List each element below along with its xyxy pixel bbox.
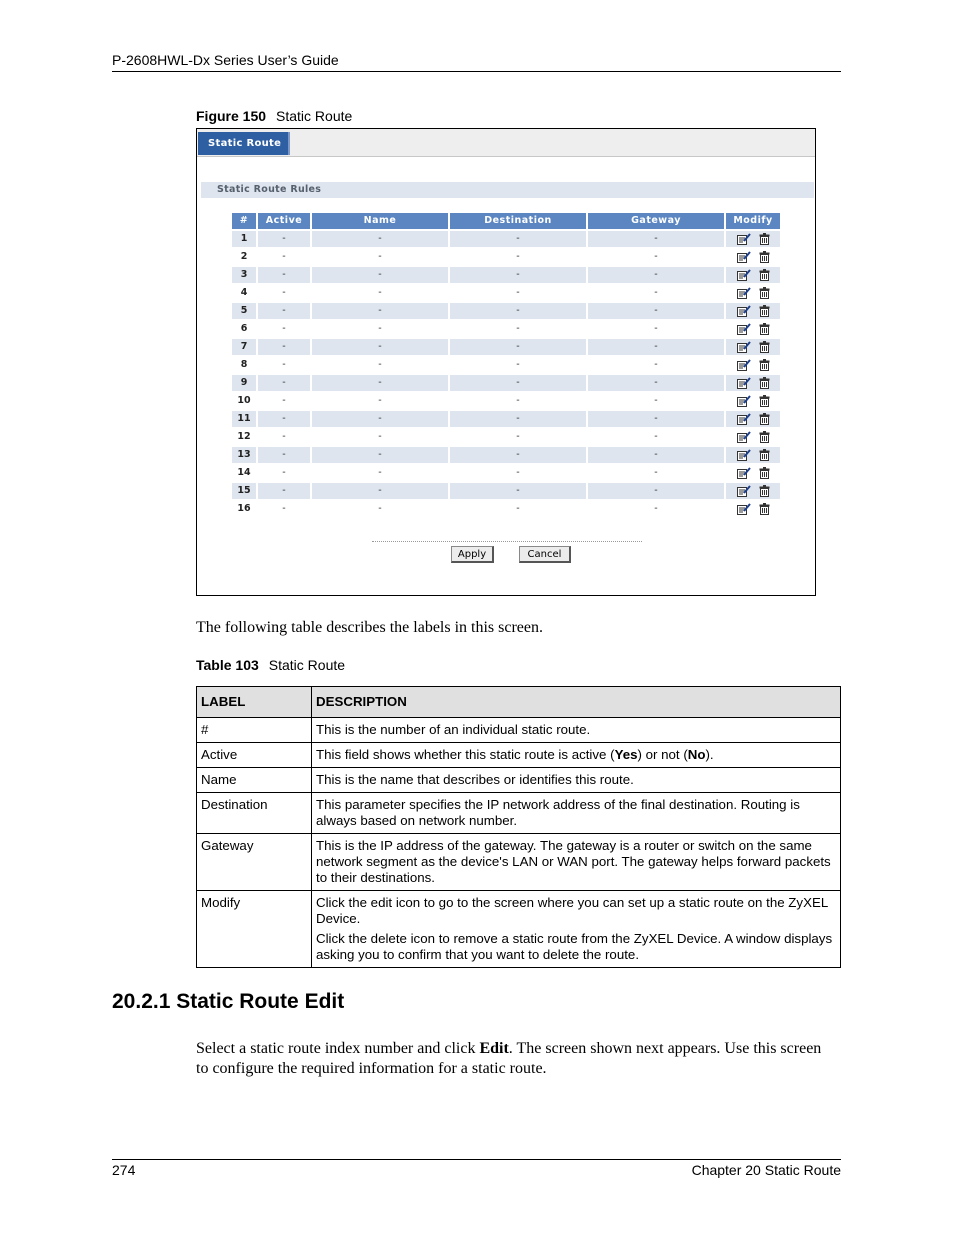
route-cell-modify (726, 285, 780, 301)
edit-icon[interactable] (737, 377, 751, 389)
route-cell-name: - (312, 231, 448, 247)
col-destination-header: Destination (450, 213, 586, 229)
desc-yes: Yes (614, 747, 638, 762)
para-edit-term: Edit (479, 1040, 509, 1057)
delete-icon[interactable] (759, 359, 770, 371)
desc-text: ). (705, 747, 714, 762)
row-description: This parameter specifies the IP network address of the final destination. Routing is always based on network number. (312, 793, 841, 834)
col-gateway-header: Gateway (588, 213, 724, 229)
route-cell-modify (726, 249, 780, 265)
route-cell-destination: - (516, 431, 520, 442)
static-route-screen (196, 128, 816, 596)
edit-icon[interactable] (737, 341, 751, 353)
route-cell-destination: - (516, 467, 520, 478)
table-row (197, 743, 841, 768)
route-cell-destination: - (450, 483, 586, 499)
col-num-header: # (232, 213, 256, 229)
para-text: . The screen shown next appears. Use this screen to configure the required information for a static route. (196, 1040, 822, 1077)
route-cell-modify (726, 375, 780, 391)
route-cell-active: - (258, 483, 310, 499)
edit-icon[interactable] (737, 287, 751, 299)
route-cell-active: - (258, 303, 310, 319)
route-cell-gateway: - (654, 467, 658, 478)
page-number: 274 (112, 1162, 136, 1178)
row-label: Destination (197, 793, 312, 834)
route-cell-gateway: - (588, 231, 724, 247)
route-cell-active: - (282, 431, 286, 442)
edit-icon[interactable] (737, 305, 751, 317)
delete-icon[interactable] (759, 395, 770, 407)
route-cell-destination: - (450, 411, 586, 427)
route-cell-destination: - (450, 447, 586, 463)
col-name-header: Name (312, 213, 448, 229)
section-label: Static Route Rules (201, 182, 814, 198)
edit-icon[interactable] (737, 359, 751, 371)
desc-edit: Click the edit icon to go to the screen where you can set up a static route on the ZyXEL Device. (316, 895, 828, 926)
table-row (197, 834, 841, 891)
chapter-footer: Chapter 20 Static Route (691, 1162, 841, 1178)
route-cell-active: - (282, 467, 286, 478)
row-label: Active (197, 743, 312, 768)
route-cell-gateway: - (654, 395, 658, 406)
footer-rule (112, 1159, 841, 1160)
edit-icon[interactable] (737, 467, 751, 479)
route-cell-name: - (378, 323, 382, 334)
route-cell-name: - (378, 251, 382, 262)
route-cell-destination: - (450, 267, 586, 283)
route-cell-destination: - (516, 287, 520, 298)
route-cell-destination: - (516, 359, 520, 370)
route-cell-modify (726, 465, 780, 481)
route-cell-name: - (378, 503, 382, 514)
row-label: # (197, 718, 312, 743)
route-cell-name: - (312, 303, 448, 319)
figure-title: Static Route (276, 108, 353, 124)
route-cell-name: - (378, 359, 382, 370)
tab-bar (197, 129, 815, 157)
route-cell-name: - (378, 431, 382, 442)
table-header-row (197, 687, 841, 718)
route-cell-name: - (312, 447, 448, 463)
edit-icon[interactable] (737, 431, 751, 443)
desc-text: This field shows whether this static route is active ( (316, 747, 615, 762)
row-description: This is the number of an individual static route. (312, 718, 841, 743)
header-rule (112, 71, 841, 72)
row-description (312, 891, 841, 968)
delete-icon[interactable] (759, 269, 770, 281)
route-cell-num: 11 (232, 411, 256, 427)
section-heading: 20.2.1 Static Route Edit (112, 990, 345, 1013)
route-cell-gateway: - (588, 447, 724, 463)
edit-icon[interactable] (737, 269, 751, 281)
table-title: Static Route (268, 657, 346, 673)
delete-icon[interactable] (759, 341, 770, 353)
intro-paragraph: The following table describes the labels in this screen. (196, 619, 544, 636)
route-cell-name: - (312, 375, 448, 391)
route-cell-name: - (312, 483, 448, 499)
route-cell-num: 8 (240, 359, 248, 370)
desc-no: No (687, 747, 706, 762)
route-cell-num: 9 (232, 375, 256, 391)
button-divider (372, 541, 642, 542)
route-cell-modify (726, 501, 780, 517)
route-cell-modify (726, 267, 780, 283)
edit-icon[interactable] (737, 323, 751, 335)
header-description: DESCRIPTION (312, 687, 841, 718)
edit-icon[interactable] (737, 251, 751, 263)
edit-icon[interactable] (737, 503, 751, 515)
col-modify-header: Modify (726, 213, 780, 229)
route-cell-active: - (258, 267, 310, 283)
route-cell-destination: - (450, 375, 586, 391)
route-cell-destination: - (516, 503, 520, 514)
route-cell-num: 5 (232, 303, 256, 319)
route-cell-destination: - (450, 303, 586, 319)
route-cell-num: 12 (237, 431, 251, 442)
para-text: Select a static route index number and click (196, 1040, 480, 1057)
delete-icon[interactable] (759, 431, 770, 443)
row-label: Modify (197, 891, 312, 968)
route-cell-active: - (258, 231, 310, 247)
section-paragraph (196, 1039, 836, 1079)
route-cell-modify (726, 321, 780, 337)
tab-static-route[interactable]: Static Route (198, 132, 290, 155)
route-cell-destination: - (450, 339, 586, 355)
edit-icon[interactable] (737, 233, 751, 245)
delete-icon[interactable] (759, 377, 770, 389)
row-description: This is the name that describes or identifies this route. (312, 768, 841, 793)
route-cell-modify (726, 393, 780, 409)
route-cell-destination: - (516, 395, 520, 406)
route-cell-modify (726, 357, 780, 373)
edit-icon[interactable] (737, 395, 751, 407)
route-cell-gateway: - (654, 251, 658, 262)
route-cell-num: 7 (232, 339, 256, 355)
route-cell-active: - (282, 287, 286, 298)
route-cell-num: 2 (240, 251, 248, 262)
table-number: Table 103 (196, 657, 259, 673)
route-cell-modify (726, 231, 780, 247)
route-cell-num: 14 (237, 467, 251, 478)
table-row (197, 793, 841, 834)
row-label: Gateway (197, 834, 312, 891)
table-row (197, 768, 841, 793)
route-cell-active: - (282, 359, 286, 370)
route-cell-num: 10 (237, 395, 251, 406)
route-cell-gateway: - (654, 323, 658, 334)
col-active-header: Active (258, 213, 310, 229)
route-cell-destination: - (516, 323, 520, 334)
route-cell-active: - (258, 411, 310, 427)
route-cell-gateway: - (654, 431, 658, 442)
route-cell-gateway: - (588, 375, 724, 391)
desc-text: ) or not ( (637, 747, 688, 762)
route-cell-gateway: - (654, 287, 658, 298)
row-description (312, 743, 841, 768)
route-cell-num: 15 (232, 483, 256, 499)
edit-icon[interactable] (737, 413, 751, 425)
route-cell-gateway: - (654, 359, 658, 370)
row-label: Name (197, 768, 312, 793)
route-cell-destination: - (516, 251, 520, 262)
route-cell-active: - (282, 395, 286, 406)
delete-icon[interactable] (759, 287, 770, 299)
delete-icon[interactable] (759, 413, 770, 425)
delete-icon[interactable] (759, 467, 770, 479)
route-cell-gateway: - (588, 303, 724, 319)
route-cell-name: - (378, 287, 382, 298)
edit-icon[interactable] (737, 485, 751, 497)
route-cell-num: 3 (232, 267, 256, 283)
delete-icon[interactable] (759, 251, 770, 263)
route-cell-modify (726, 447, 780, 463)
figure-number: Figure 150 (196, 108, 267, 124)
figure-caption (196, 108, 352, 124)
route-cell-num: 1 (232, 231, 256, 247)
running-header: P-2608HWL-Dx Series User’s Guide (112, 52, 339, 68)
delete-icon[interactable] (759, 503, 770, 515)
route-cell-num: 6 (240, 323, 248, 334)
route-cell-gateway: - (654, 503, 658, 514)
route-cell-active: - (282, 503, 286, 514)
route-cell-num: 4 (240, 287, 248, 298)
delete-icon[interactable] (759, 323, 770, 335)
table-caption (196, 657, 345, 673)
desc-delete: Click the delete icon to remove a static route from the ZyXEL Device. A window displays asking you to confirm that you want to delete the route. (316, 931, 833, 962)
route-cell-modify (726, 339, 780, 355)
route-cell-modify (726, 303, 780, 319)
route-cell-name: - (312, 267, 448, 283)
route-cell-active: - (282, 323, 286, 334)
route-cell-active: - (282, 251, 286, 262)
row-description: This is the IP address of the gateway. The gateway is a router or switch on the same network segment as the device's LAN or WAN port. The gateway helps forward packets to their destinations. (312, 834, 841, 891)
route-cell-gateway: - (588, 339, 724, 355)
table-row (197, 891, 841, 968)
route-cell-active: - (258, 447, 310, 463)
delete-icon[interactable] (759, 449, 770, 461)
edit-icon[interactable] (737, 449, 751, 461)
apply-button[interactable]: Apply (451, 546, 494, 563)
route-cell-num: 16 (237, 503, 251, 514)
label-description-table (196, 686, 841, 968)
route-cell-name: - (312, 339, 448, 355)
route-cell-gateway: - (588, 411, 724, 427)
route-cell-gateway: - (588, 267, 724, 283)
route-cell-modify (726, 411, 780, 427)
route-cell-modify (726, 429, 780, 445)
header-label: LABEL (197, 687, 312, 718)
delete-icon[interactable] (759, 233, 770, 245)
route-cell-num: 13 (232, 447, 256, 463)
route-cell-active: - (258, 339, 310, 355)
route-cell-destination: - (450, 231, 586, 247)
route-cell-modify (726, 483, 780, 499)
route-cell-gateway: - (588, 483, 724, 499)
route-cell-name: - (378, 395, 382, 406)
delete-icon[interactable] (759, 305, 770, 317)
route-cell-name: - (312, 411, 448, 427)
route-cell-name: - (378, 467, 382, 478)
table-row (197, 718, 841, 743)
route-cell-active: - (258, 375, 310, 391)
cancel-button[interactable]: Cancel (519, 546, 571, 563)
delete-icon[interactable] (759, 485, 770, 497)
